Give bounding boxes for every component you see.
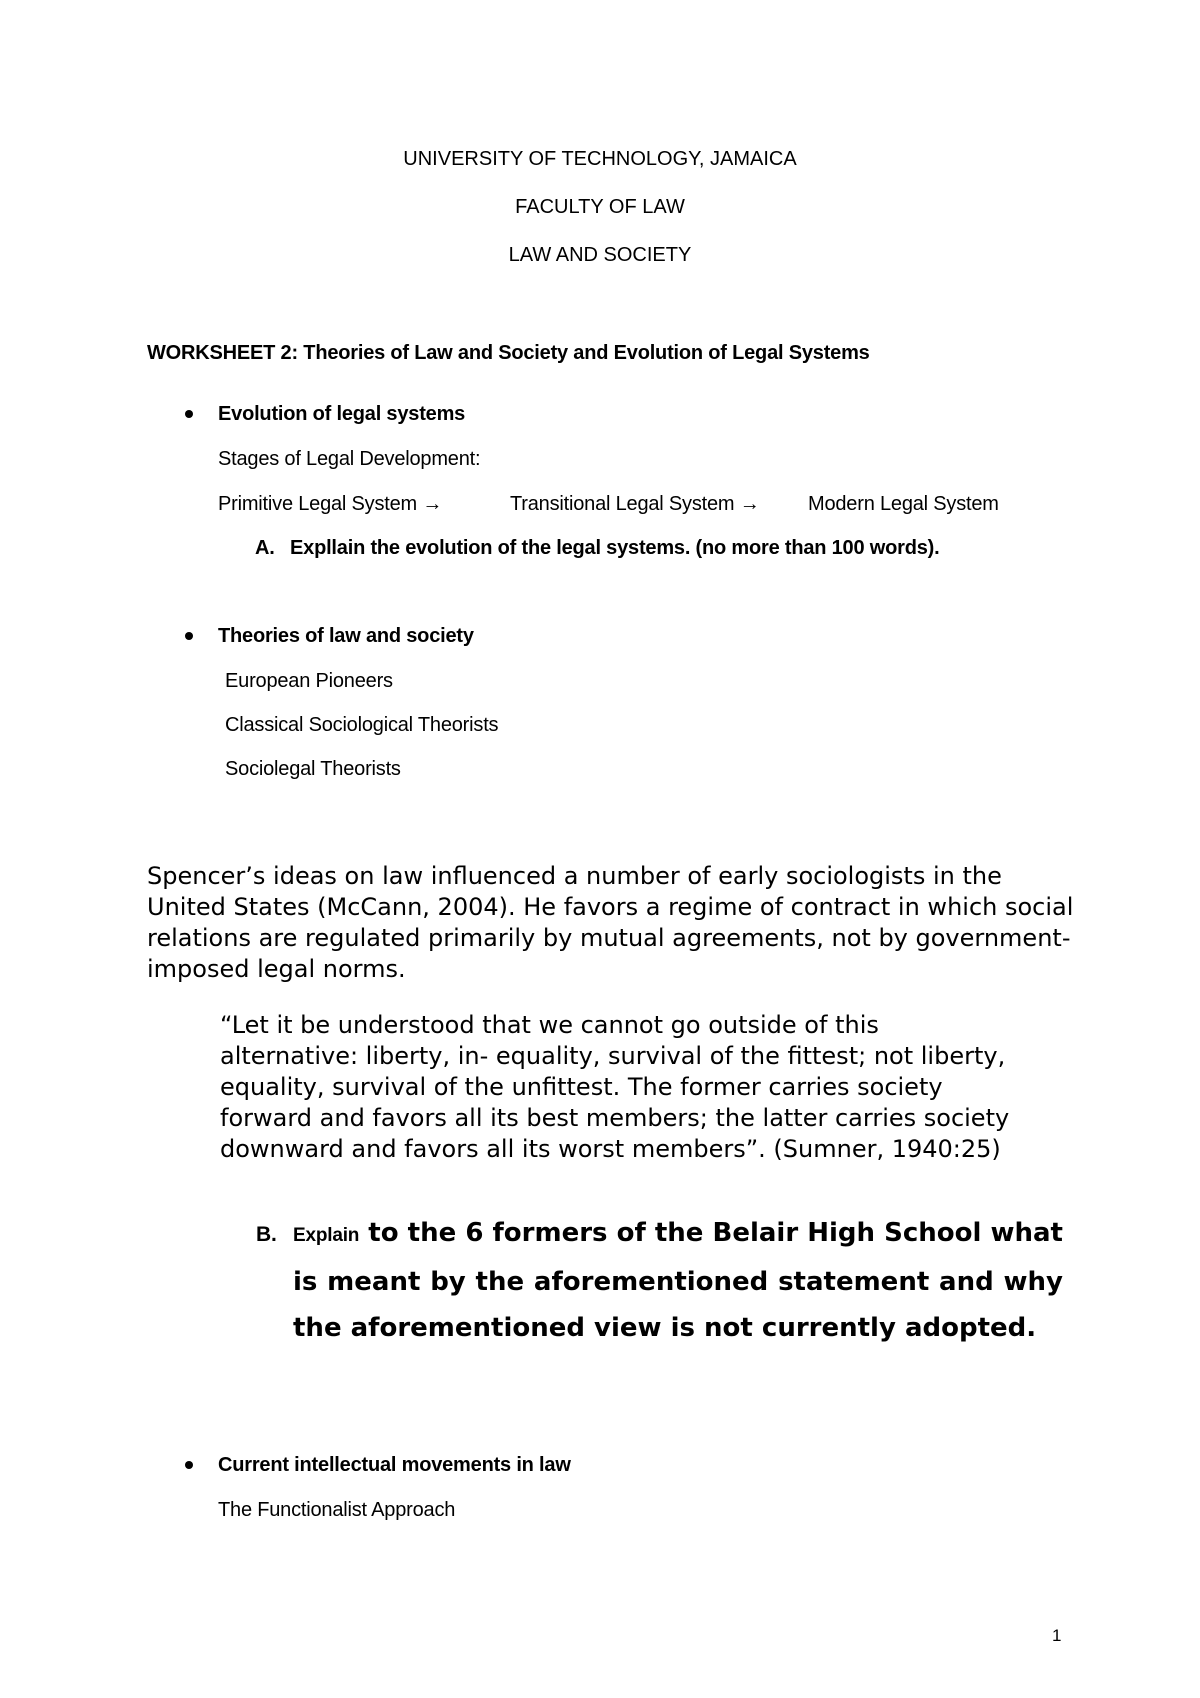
page-number: 1	[1052, 1626, 1062, 1645]
bullet-icon	[185, 410, 193, 418]
bullet-icon	[185, 1461, 193, 1469]
question-a: Expllain the evolution of the legal systems. (no more than 100 words).	[290, 537, 940, 559]
question-b-text: to the 6 formers of the Belair High School what is meant by the aforementioned statement and why the aforementioned view is not currently adopted.	[293, 1218, 1063, 1343]
stages-label: Stages of Legal Development:	[218, 448, 481, 470]
stage-modern: Modern Legal System	[808, 493, 999, 515]
worksheet-title: WORKSHEET 2: Theories of Law and Society and Evolution of Legal Systems	[147, 342, 870, 364]
question-b	[293, 1210, 1063, 1351]
theory-item: Sociolegal Theorists	[225, 758, 401, 780]
stage-primitive: Primitive Legal System →	[218, 493, 443, 515]
section-heading-evolution: Evolution of legal systems	[218, 403, 466, 425]
section-heading-movements: Current intellectual movements in law	[218, 1454, 571, 1476]
bullet-icon	[185, 632, 193, 640]
spencer-paragraph: Spencer’s ideas on law influenced a number of early sociologists in the United States (McCann, 2004). He favors a regime of contract in which social relations are regulated primarily by mutual agreements, not by government-imposed legal norms.	[147, 862, 1074, 983]
question-b-lead: Explain	[293, 1225, 360, 1246]
theory-item: Classical Sociological Theorists	[225, 714, 499, 736]
section-heading-theories: Theories of law and society	[218, 625, 474, 647]
university-title: UNIVERSITY OF TECHNOLOGY, JAMAICA	[403, 148, 797, 170]
sumner-quote: “Let it be understood that we cannot go outside of this alternative: liberty, in- equality, survival of the fittest; not liberty, equality, survival of the unfittest. The former carries society forward and favors all its best members; the latter carries society downward and favors all its worst members”. (Sumner, 1940:25)	[220, 1011, 1010, 1163]
course-title: LAW AND SOCIETY	[508, 244, 692, 266]
question-a-marker: A.	[255, 537, 275, 559]
stage-transitional: Transitional Legal System →	[510, 493, 760, 515]
question-b-marker: B.	[256, 1223, 277, 1246]
faculty-title: FACULTY OF LAW	[515, 196, 685, 218]
movement-item: The Functionalist Approach	[218, 1499, 456, 1521]
theory-item: European Pioneers	[225, 670, 393, 692]
